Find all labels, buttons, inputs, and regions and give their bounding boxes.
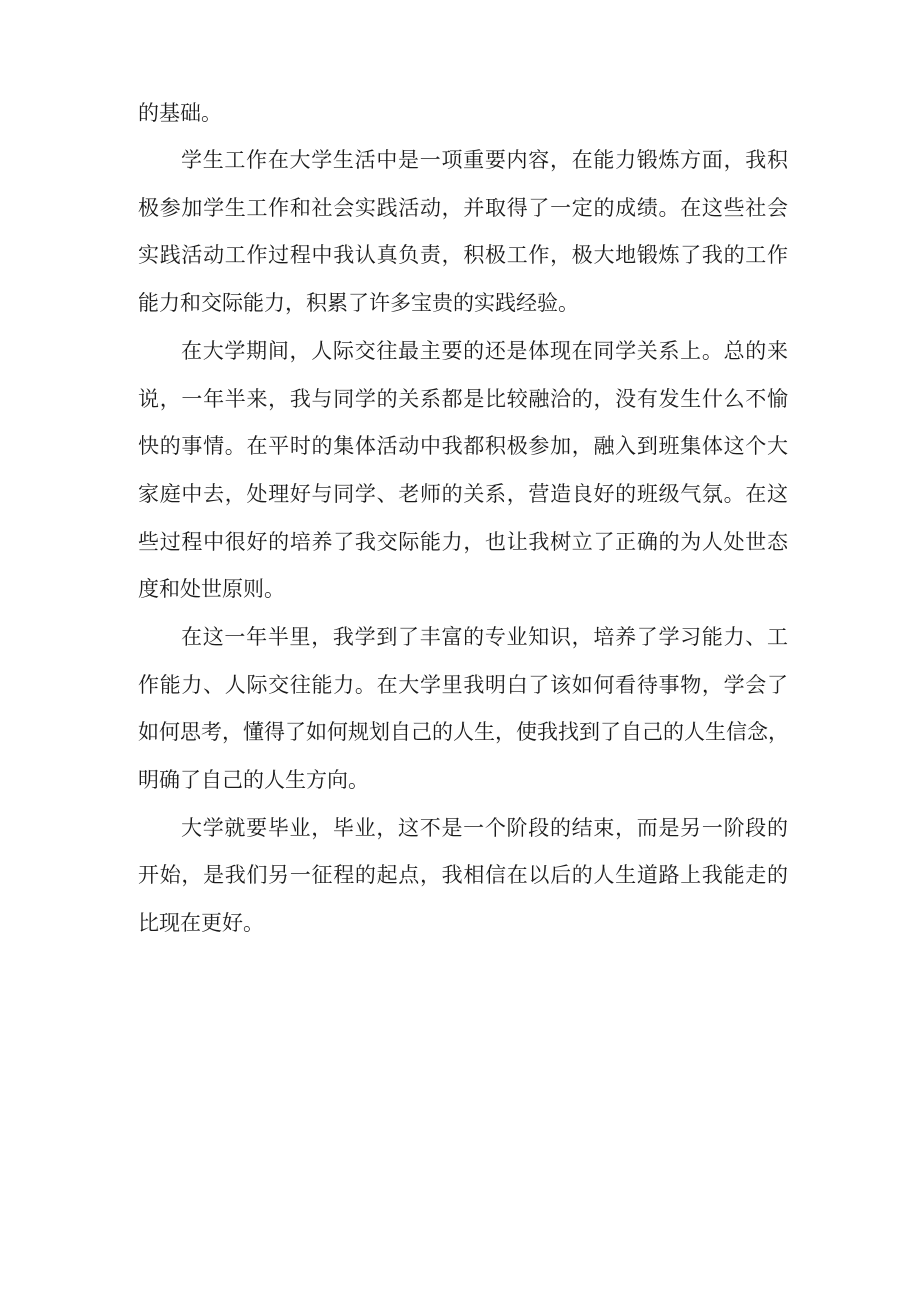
paragraph-line: 说，一年半来，我与同学的关系都是比较融洽的，没有发生什么不愉 (138, 387, 788, 411)
paragraph-line: 大学就要毕业，毕业，这不是一个阶段的结束，而是另一阶段的 (181, 816, 788, 840)
paragraph-line: 明确了自己的人生方向。 (138, 768, 369, 792)
paragraph-line: 作能力、人际交往能力。在大学里我明白了该如何看待事物，学会了 (138, 673, 788, 697)
paragraph-line: 实践活动工作过程中我认真负责，积极工作，极大地锻炼了我的工作 (138, 243, 788, 267)
paragraph-line: 在大学期间，人际交往最主要的还是体现在同学关系上。总的来 (181, 339, 788, 363)
paragraph-line: 比现在更好。 (138, 911, 264, 935)
paragraph-line: 在这一年半里，我学到了丰富的专业知识，培养了学习能力、工 (181, 625, 788, 649)
paragraph-line: 开始，是我们另一征程的起点，我相信在以后的人生道路上我能走的 (138, 863, 788, 887)
paragraph-line: 些过程中很好的培养了我交际能力，也让我树立了正确的为人处世态 (138, 530, 788, 554)
paragraph-line: 快的事情。在平时的集体活动中我都积极参加，融入到班集体这个大 (138, 434, 788, 458)
paragraph-line: 学生工作在大学生活中是一项重要内容，在能力锻炼方面，我积 (181, 148, 788, 172)
paragraph-line: 度和处世原则。 (138, 577, 285, 601)
paragraph-line: 家庭中去，处理好与同学、老师的关系，营造良好的班级气氛。在这 (138, 482, 788, 506)
paragraph-line: 能力和交际能力，积累了许多宝贵的实践经验。 (138, 291, 579, 315)
paragraph-line: 极参加学生工作和社会实践活动，并取得了一定的成绩。在这些社会 (138, 196, 788, 220)
paragraph-line: 的基础。 (138, 101, 222, 125)
paragraph-line: 如何思考，懂得了如何规划自己的人生，使我找到了自己的人生信念， (138, 720, 789, 744)
